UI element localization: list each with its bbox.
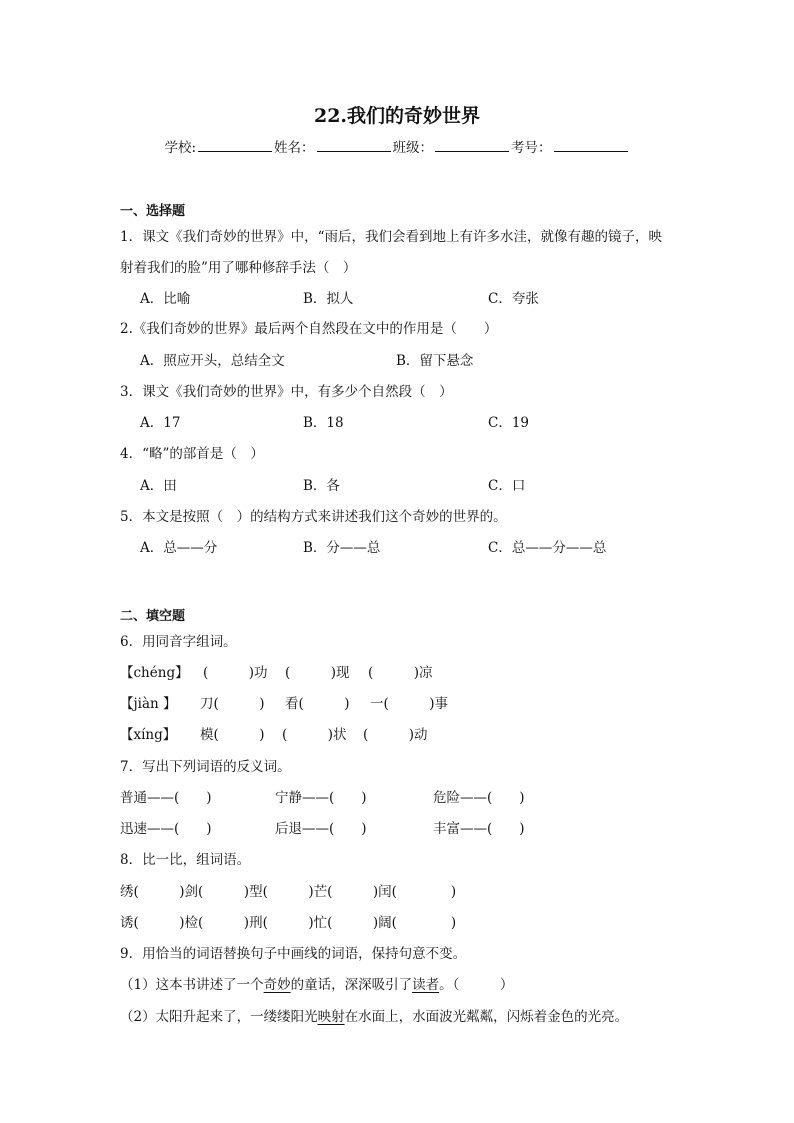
class-blank bbox=[435, 140, 509, 152]
q6-row3-cell3: ( )动 bbox=[363, 727, 428, 743]
q9-s1-pre: （1）这本书讲述了一个 bbox=[120, 977, 264, 993]
name-label: 姓名： bbox=[274, 140, 315, 156]
q6-row2-cell3: 一( )事 bbox=[370, 696, 449, 712]
q9-s2-pre: （2）太阳升起来了，一缕缕阳光 bbox=[120, 1009, 318, 1025]
number-blank bbox=[554, 140, 628, 152]
page-title: 22.我们的奇妙世界 bbox=[313, 105, 481, 127]
q4-option-a: A．田 bbox=[140, 478, 177, 494]
student-info-line bbox=[0, 140, 794, 156]
q8-text: 8．比一比，组词语。 bbox=[120, 852, 251, 868]
q6-row2-cell2: 看( ) bbox=[285, 696, 350, 712]
q4-option-c: C．口 bbox=[488, 478, 526, 494]
school-label: 学校: bbox=[164, 140, 197, 156]
q1-option-b: B．拟人 bbox=[303, 291, 354, 307]
q9-s1-underline-2: 读者 bbox=[412, 977, 440, 993]
q6-text: 6．用同音字组词。 bbox=[120, 634, 237, 650]
q5-option-a: A．总——分 bbox=[140, 540, 218, 556]
q8-row2: 诱( )检( )刑( )忙( )阔( ) bbox=[120, 915, 457, 931]
q3-text: 3．课文《我们奇妙的世界》中，有多少个自然段（ ） bbox=[120, 384, 453, 400]
q3-option-a: A．17 bbox=[140, 415, 181, 431]
section-heading-choice: 一、选择题 bbox=[120, 204, 186, 219]
q8-row1: 绣( )剑( )型( )芒( )闰( ) bbox=[120, 884, 457, 900]
q7-row2-item3: 丰富——( ) bbox=[433, 821, 525, 837]
q2-option-a: A．照应开头，总结全文 bbox=[140, 353, 285, 369]
q1-option-c: C．夸张 bbox=[488, 291, 539, 307]
q9-s1-underline-1: 奇妙 bbox=[263, 977, 291, 993]
school-blank bbox=[198, 140, 272, 152]
q7-row1-item2: 宁静——( ) bbox=[275, 790, 367, 806]
q6-row2-label: 【jiàn 】 bbox=[120, 696, 177, 712]
q7-text: 7．写出下列词语的反义词。 bbox=[120, 759, 291, 775]
q7-row2-item1: 迅速——( ) bbox=[120, 821, 212, 837]
q2-option-b: B．留下悬念 bbox=[396, 353, 474, 369]
q7-row2-item2: 后退——( ) bbox=[275, 821, 367, 837]
q1-line1: 1．课文《我们奇妙的世界》中，“雨后，我们会看到地上有许多水洼，就像有趣的镜子，映 bbox=[120, 229, 662, 245]
q3-option-c: C．19 bbox=[488, 415, 530, 431]
section-heading-fill: 二、填空题 bbox=[120, 609, 186, 624]
q5-option-c: C．总——分——总 bbox=[488, 540, 607, 556]
q1-option-a: A．比喻 bbox=[140, 291, 191, 307]
q2-text: 2.《我们奇妙的世界》最后两个自然段在文中的作用是（ ） bbox=[120, 321, 498, 337]
q4-option-b: B．各 bbox=[303, 478, 340, 494]
q9-sentence2 bbox=[120, 1011, 628, 1025]
q6-row3-cell2: ( )状 bbox=[282, 727, 347, 743]
q6-row3-label: 【xíng】 bbox=[120, 727, 177, 743]
q1-line2: 射着我们的脸”用了哪种修辞手法（ ） bbox=[120, 260, 357, 276]
q5-option-b: B．分——总 bbox=[303, 540, 381, 556]
name-blank bbox=[317, 140, 391, 152]
q6-row1-cell1: ( )功 bbox=[203, 665, 268, 681]
q6-row3-cell1: 模( ) bbox=[200, 727, 265, 743]
q5-text: 5．本文是按照（ ）的结构方式来讲述我们这个奇妙的世界的。 bbox=[120, 509, 507, 525]
q6-row2-cell1: 刀( ) bbox=[200, 696, 265, 712]
q9-text: 9．用恰当的词语替换句子中画线的词语，保持句意不变。 bbox=[120, 946, 467, 962]
q9-s2-post: 在水面上，水面波光粼粼，闪烁着金色的光亮。 bbox=[344, 1009, 629, 1025]
q6-row1-label: 【chéng】 bbox=[120, 665, 189, 681]
q6-row1-cell3: ( )凉 bbox=[368, 665, 433, 681]
q9-sentence1 bbox=[120, 979, 513, 993]
class-label: 班级： bbox=[392, 140, 434, 156]
q9-s2-underline: 映射 bbox=[317, 1009, 345, 1025]
q4-text: 4．“略”的部首是（ ） bbox=[120, 446, 264, 462]
q9-s1-post: 。（ ） bbox=[439, 977, 514, 993]
number-label: 考号： bbox=[511, 140, 552, 156]
q7-row1-item1: 普通——( ) bbox=[120, 790, 212, 806]
q9-s1-mid: 的童话，深深吸引了 bbox=[290, 977, 413, 993]
q7-row1-item3: 危险——( ) bbox=[433, 790, 525, 806]
q3-option-b: B．18 bbox=[303, 415, 344, 431]
q6-row1-cell2: ( )现 bbox=[285, 665, 350, 681]
